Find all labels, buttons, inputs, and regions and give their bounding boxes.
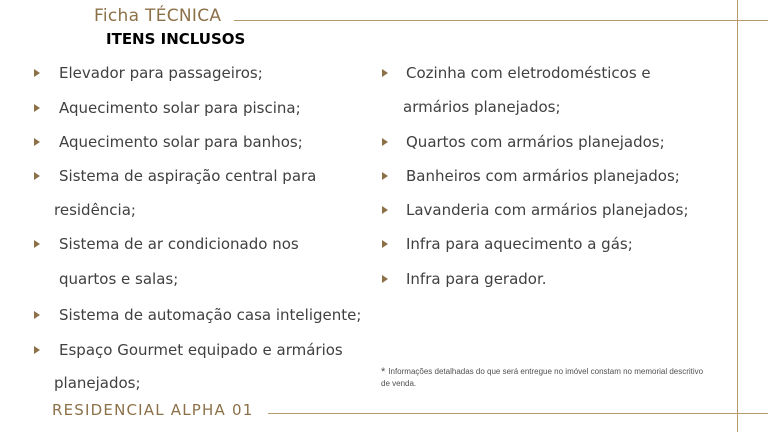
right-vertical-rule	[737, 0, 738, 432]
item-text: residência;	[54, 201, 136, 219]
bullet-icon	[34, 104, 40, 112]
bullet-icon	[34, 240, 40, 248]
item-text: Banheiros com armários planejados;	[406, 167, 680, 185]
bullet-icon	[34, 311, 40, 319]
bullet-icon	[382, 69, 388, 77]
item-text: Cozinha com eletrodomésticos e	[406, 64, 651, 82]
item-text: Elevador para passageiros;	[59, 64, 263, 82]
bullet-icon	[34, 138, 40, 146]
footnote	[381, 366, 711, 389]
footnote-text: Informações detalhadas do que será entregue no imóvel constam no memorial descritivo de venda.	[381, 367, 704, 388]
header-rule	[234, 20, 768, 21]
item-text: Espaço Gourmet equipado e armários	[59, 341, 343, 359]
bullet-icon	[34, 172, 40, 180]
page-title: Ficha TÉCNICA	[94, 6, 222, 26]
bullet-icon	[382, 172, 388, 180]
bullet-icon	[34, 346, 40, 354]
footnote-marker: *	[381, 366, 386, 378]
footer-brand: RESIDENCIAL ALPHA 01	[52, 401, 254, 419]
bullet-icon	[34, 69, 40, 77]
footer-rule	[268, 413, 768, 414]
bullet-icon	[382, 206, 388, 214]
item-text: quartos e salas;	[59, 270, 179, 288]
item-text: Sistema de ar condicionado nos	[59, 235, 299, 253]
bullet-icon	[382, 275, 388, 283]
bullet-icon	[382, 138, 388, 146]
bullet-icon	[382, 240, 388, 248]
item-text: Infra para aquecimento a gás;	[406, 235, 633, 253]
item-text: armários planejados;	[403, 98, 561, 116]
item-text: Aquecimento solar para banhos;	[59, 133, 303, 151]
item-text: Aquecimento solar para piscina;	[59, 99, 301, 117]
item-text: Infra para gerador.	[406, 270, 547, 288]
item-text: Quartos com armários planejados;	[406, 133, 665, 151]
item-text: Lavanderia com armários planejados;	[406, 201, 689, 219]
item-text: Sistema de automação casa inteligente;	[59, 306, 362, 324]
item-text: planejados;	[54, 374, 141, 392]
section-subtitle: ITENS INCLUSOS	[106, 30, 246, 48]
item-text: Sistema de aspiração central para	[59, 167, 317, 185]
